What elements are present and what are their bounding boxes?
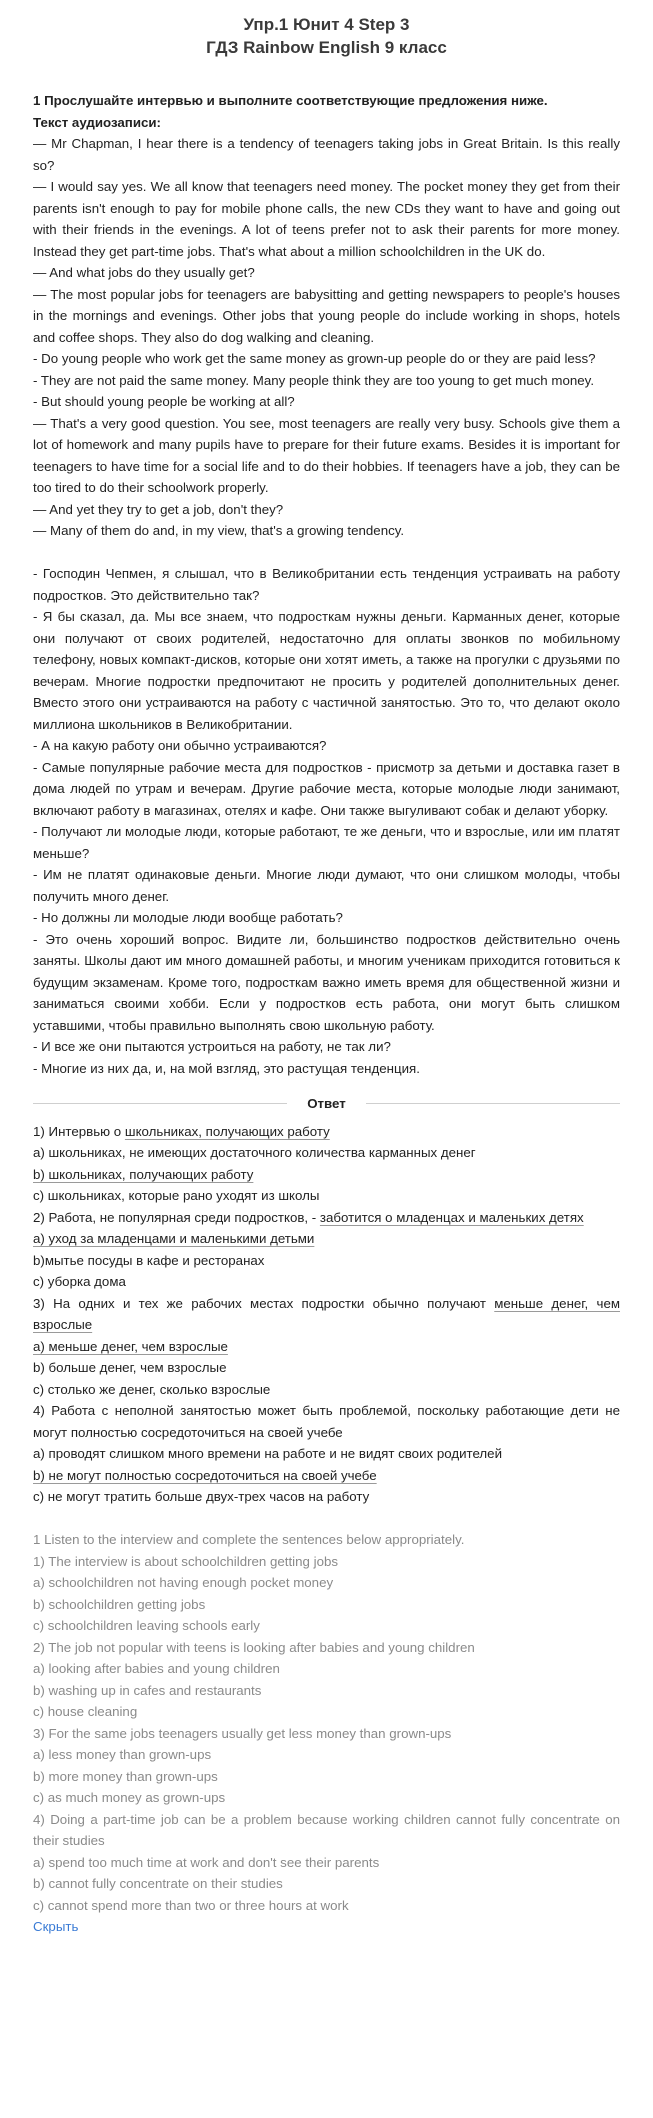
answer-option: a) проводят слишком много времени на работе и не видят своих родителей bbox=[33, 1446, 503, 1461]
transcript-en-line: - But should young people be working at all? bbox=[33, 394, 295, 409]
english-task-line: c) cannot spend more than two or three hours at work bbox=[33, 1897, 349, 1913]
transcript-en-line: - Do young people who work get the same money as grown-up people do or they are paid less? bbox=[33, 351, 596, 366]
answer-option-correct: b) не могут полностью сосредоточиться на своей учебе bbox=[33, 1467, 377, 1483]
answer-option-correct: b) школьниках, получающих работу bbox=[33, 1166, 254, 1182]
english-task-line: c) schoolchildren leaving schools early bbox=[33, 1618, 260, 1633]
answer-label: Ответ bbox=[307, 1096, 346, 1111]
english-task-line: b) cannot fully concentrate on their studies bbox=[33, 1876, 283, 1891]
answer-option: c) школьниках, которые рано уходят из школы bbox=[33, 1188, 320, 1203]
english-task-line: a) schoolchildren not having enough pocket money bbox=[33, 1575, 334, 1590]
spacer bbox=[33, 1508, 620, 1530]
answer-option: c) уборка дома bbox=[33, 1274, 126, 1289]
english-task-line: c) house cleaning bbox=[33, 1704, 138, 1719]
transcript-ru-line: - Это очень хороший вопрос. Видите ли, большинство подростков действительно очень заняты. Школы дают им много домашней работы, и многим ученикам приходится готовиться к будущим экзаменам. Кроме того, подросткам важно иметь время для общественной жизни и заниматься своими хобби. Если у подростков есть работа, они могут быть слишком уставшими, чтобы правильно выполнять свою школьную работу. bbox=[33, 931, 620, 1033]
title-line-1: Упр.1 Юнит 4 Step 3 bbox=[243, 15, 410, 34]
main-content bbox=[33, 90, 620, 1938]
transcript-ru-line: - А на какую работу они обычно устраиваются? bbox=[33, 738, 327, 753]
english-task-line: c) as much money as grown-ups bbox=[33, 1790, 226, 1805]
transcript-ru-line: - Господин Чепмен, я слышал, что в Великобритании есть тенденция устраивать на работу подростков. Это действительно так? bbox=[33, 566, 620, 603]
transcript-en-line: — And what jobs do they usually get? bbox=[33, 265, 255, 280]
hide-link[interactable]: Скрыть bbox=[33, 1919, 79, 1934]
answer-option: c) не могут тратить больше двух-трех часов на работу bbox=[33, 1489, 370, 1504]
english-task-line: 4) Doing a part-time job can be a problem because working children cannot fully concentrate on their studies bbox=[33, 1811, 620, 1848]
transcript-label: Текст аудиозаписи: bbox=[33, 114, 161, 130]
transcript-ru-line: - Многие из них да, и, на мой взгляд, это растущая тенденция. bbox=[33, 1060, 420, 1076]
transcript-ru-line: - И все же они пытаются устроиться на работу, не так ли? bbox=[33, 1039, 391, 1054]
answer-q3 bbox=[33, 1293, 620, 1336]
answer-option: c) столько же денег, сколько взрослые bbox=[33, 1381, 271, 1397]
task-heading: 1 Прослушайте интервью и выполните соответствующие предложения ниже. bbox=[33, 93, 548, 108]
transcript-en-line: — And yet they try to get a job, don't they? bbox=[33, 501, 284, 517]
answer-q2-prefix: 2) Работа, не популярная среди подростков, - bbox=[33, 1209, 320, 1225]
answer-divider bbox=[33, 1093, 620, 1115]
english-task-line: a) looking after babies and young children bbox=[33, 1661, 280, 1676]
transcript-en-line: — I would say yes. We all know that teenagers need money. The pocket money they get from their parents isn't enough to pay for mobile phone calls, the new CDs they want to have and going out with their friends in the evenings. A lot of teens prefer not to ask their parents for more money. Instead they get part-time jobs. That's what about a million schoolchildren in the UK do. bbox=[33, 179, 620, 259]
transcript-ru-line: - Им не платят одинаковые деньги. Многие люди думают, что они слишком молоды, чтобы получить много денег. bbox=[33, 867, 620, 904]
english-task-block bbox=[33, 1529, 620, 1916]
english-task-line: b) schoolchildren getting jobs bbox=[33, 1596, 206, 1612]
spacer bbox=[33, 542, 620, 564]
english-task-line: a) spend too much time at work and don't see their parents bbox=[33, 1854, 380, 1870]
english-task-line: 3) For the same jobs teenagers usually get less money than grown-ups bbox=[33, 1725, 452, 1741]
transcript-en-line: — Many of them do and, in my view, that's a growing tendency. bbox=[33, 523, 405, 538]
english-task-line: b) more money than grown-ups bbox=[33, 1768, 218, 1784]
transcript-ru-line: - Получают ли молодые люди, которые работают, те же деньги, что и взрослые, или им платят меньше? bbox=[33, 824, 620, 861]
transcript-ru-line: - Но должны ли молодые люди вообще работать? bbox=[33, 910, 343, 925]
answer-option: a) школьниках, не имеющих достаточного количества карманных денег bbox=[33, 1145, 476, 1160]
transcript-en-line: — Mr Chapman, I hear there is a tendency of teenagers taking jobs in Great Britain. Is this really so? bbox=[33, 136, 620, 173]
answer-option-correct: a) уход за младенцами и маленькими детьми bbox=[33, 1231, 315, 1246]
answer-option-correct: a) меньше денег, чем взрослые bbox=[33, 1338, 228, 1354]
title-line-2: ГДЗ Rainbow English 9 класс bbox=[206, 38, 447, 57]
english-task-line: 1 Listen to the interview and complete the sentences below appropriately. bbox=[33, 1532, 465, 1547]
answer-option: b) больше денег, чем взрослые bbox=[33, 1360, 227, 1375]
divider-line bbox=[33, 1103, 287, 1104]
answer-option: b)мытье посуды в кафе и ресторанах bbox=[33, 1252, 265, 1268]
answer-q4: 4) Работа с неполной занятостью может быть проблемой, поскольку работающие дети не могут полностью сосредоточиться на своей учебе bbox=[33, 1403, 620, 1440]
english-task-line: a) less money than grown-ups bbox=[33, 1747, 212, 1762]
answer-q1-answer: школьниках, получающих работу bbox=[124, 1123, 330, 1139]
english-task-line: 1) The interview is about schoolchildren getting jobs bbox=[33, 1553, 339, 1569]
english-task-line: b) washing up in cafes and restaurants bbox=[33, 1682, 262, 1698]
transcript-en-line: — The most popular jobs for teenagers are babysitting and getting newspapers to people's houses in the mornings and evenings. Other jobs that young people do include working in shops, hotels and coffee shops. They also do dog walking and cleaning. bbox=[33, 286, 620, 345]
answer-q2 bbox=[33, 1207, 620, 1229]
divider-line bbox=[366, 1103, 620, 1104]
answer-q3-prefix: 3) На одних и тех же рабочих местах подростки обычно получают bbox=[33, 1295, 495, 1311]
transcript-en-line: — That's a very good question. You see, most teenagers are really very busy. Schools give them a lot of homework and many pupils have to prepare for their future exams. Besides it is important for teenagers to have time for a social life and to do their hobbies. If teenagers have a job, they can be too tired to do their schoolwork properly. bbox=[33, 415, 620, 495]
answer-q1-prefix: 1) Интервью о bbox=[33, 1123, 125, 1139]
answer-q1 bbox=[33, 1121, 620, 1143]
page-title bbox=[0, 0, 653, 59]
transcript-ru-line: - Я бы сказал, да. Мы все знаем, что подросткам нужны деньги. Карманных денег, которые они получают от своих родителей, недостаточно для оплаты звонков по мобильному телефону, новых компакт-дисков, которые они хотят иметь, а также на прогулки с друзьями по вечерам. Многие подростки предпочитают не просить у родителей дополнительных денег. Вместо этого они устраиваются на работу с частичной занятостью. Это то, что делают около миллиона школьников в Великобритании. bbox=[33, 609, 620, 732]
answer-q3-answer: меньше денег, чем взрослые bbox=[33, 1295, 620, 1332]
transcript-ru-line: - Самые популярные рабочие места для подростков - присмотр за детьми и доставка газет в дома людей по утрам и вечерам. Другие рабочие места, которые молодые люди занимают, включают работу в магазинах, отелях и кафе. Они также выгуливают собак и делают уборку. bbox=[33, 759, 620, 818]
english-task-line: 2) The job not popular with teens is looking after babies and young children bbox=[33, 1639, 475, 1655]
answer-q2-answer: заботится о младенцах и маленьких детях bbox=[319, 1209, 584, 1225]
transcript-en-line: - They are not paid the same money. Many people think they are too young to get much money. bbox=[33, 372, 595, 388]
